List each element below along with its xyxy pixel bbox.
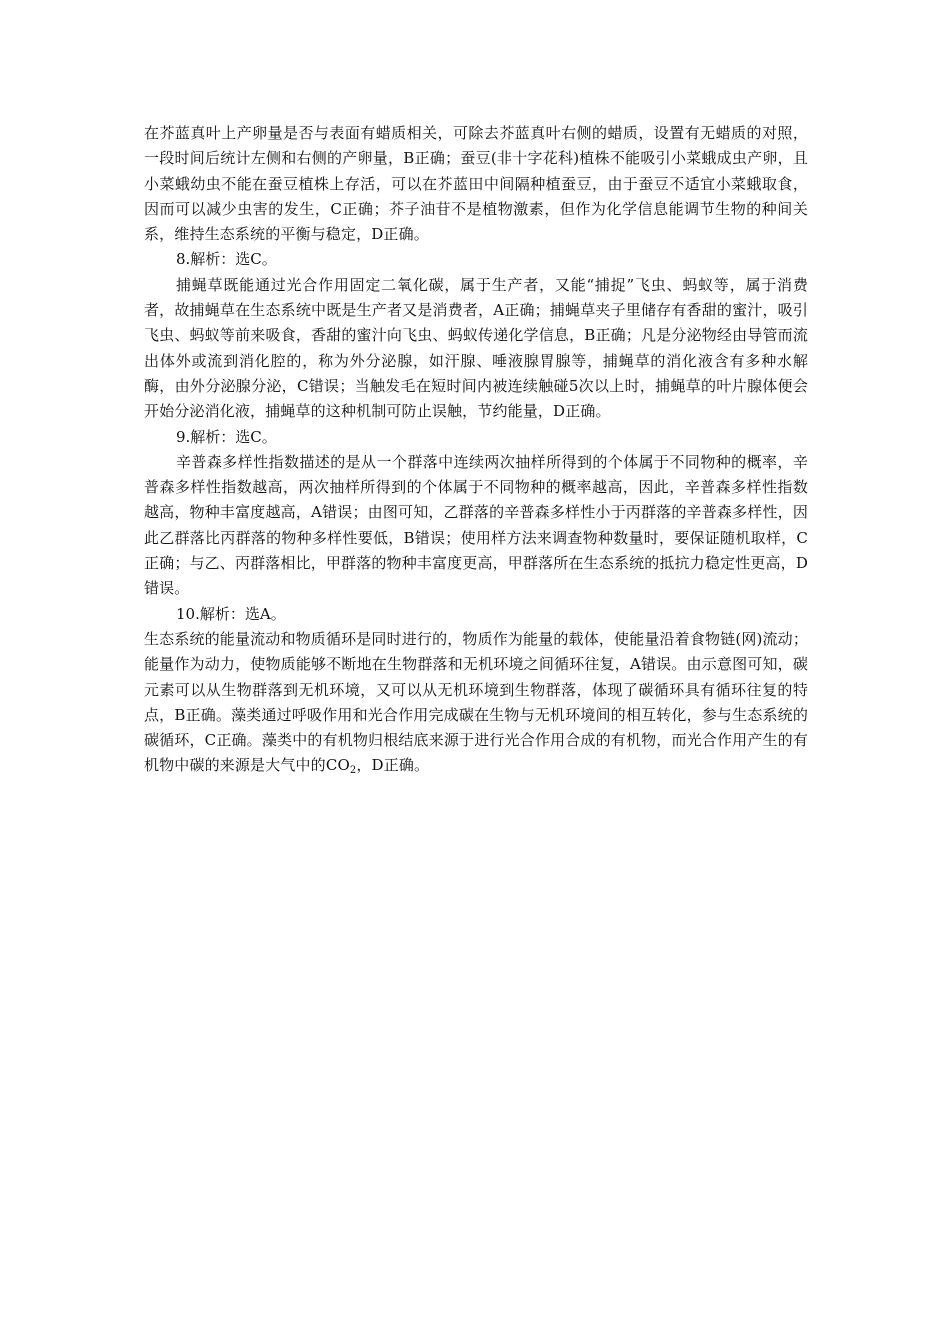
document-page bbox=[144, 121, 808, 779]
q10-explanation-end: ，D正确。 bbox=[356, 756, 430, 775]
q8-heading: 8.解析：选C。 bbox=[176, 250, 277, 269]
co2-formula-main: CO bbox=[325, 756, 350, 775]
q10-heading: 10.解析：选A。 bbox=[176, 604, 286, 623]
q10-explanation bbox=[144, 627, 808, 779]
q8-explanation: 捕蝇草既能通过光合作用固定二氧化碳，属于生产者，又能“捕捉”飞虫、蚂蚁等，属于消费者，故捕蝇草在生态系统中既是生产者又是消费者，A正确；捕蝇草夹子里储存有香甜的蜜汁，吸引飞虫、蚂蚁等前来吸食，香甜的蜜汁向飞虫、蚂蚁传递化学信息，B正确；凡是分泌物经由导管而流出体外或流到消化腔的，称为外分泌腺，如汗腺、唾液腺胃腺等，捕蝇草的消化液含有多种水解酶，由外分泌腺分泌，C错误；当触发毛在短时间内被连续触碰5次以上时，捕蝇草的叶片腺体便会开始分泌消化液，捕蝇草的这种机制可防止误触，节约能量，D正确。 bbox=[144, 275, 808, 421]
q7-explanation-tail: 在芥蓝真叶上产卵量是否与表面有蜡质相关，可除去芥蓝真叶右侧的蜡质，设置有无蜡质的对照，一段时间后统计左侧和右侧的产卵量，B正确；蚕豆(非十字花科)植株不能吸引小菜蛾成虫产卵，且小菜蛾幼虫不能在蚕豆植株上存活，可以在芥蓝田中间隔种植蚕豆，由于蚕豆不适宜小菜蛾取食，因而可以减少虫害的发生，C正确；芥子油苷不是植物激素，但作为化学信息能调节生物的种间关系，维持生态系统的平衡与稳定，D正确。 bbox=[144, 124, 808, 244]
q9-explanation: 辛普森多样性指数描述的是从一个群落中连续两次抽样所得到的个体属于不同物种的概率，辛普森多样性指数越高，两次抽样所得到的个体属于不同物种的概率越高，因此，辛普森多样性指数越高，物种丰富度越高，A错误；由图可知，乙群落的辛普森多样性小于丙群落的辛普森多样性，因此乙群落比丙群落的物种多样性要低，B错误；使用样方法来调查物种数量时，要保证随机取样，C正确；与乙、丙群落相比，甲群落的物种丰富度更高，甲群落所在生态系统的抵抗力稳定性更高，D错误。 bbox=[144, 452, 808, 598]
q10-explanation-text: 生态系统的能量流动和物质循环是同时进行的，物质作为能量的载体，使能量沿着食物链(网)流动；能量作为动力，使物质能够不断地在生物群落和无机环境之间循环往复，A错误。由示意图可知，碳元素可以从生物群落到无机环境，又可以从无机环境到生物群落，体现了碳循环具有循环往复的特点，B正确。藻类通过呼吸作用和光合作用完成碳在生物与无机环境间的相互转化，参与生态系统的碳循环，C正确。藻类中的有机物归根结底来源于进行光合作用合成的有机物，而光合作用产生的有机物中碳的来源是大气中的 bbox=[144, 629, 808, 775]
co2-formula bbox=[325, 756, 357, 777]
q9-heading: 9.解析：选C。 bbox=[176, 427, 277, 446]
co2-formula-subscript: 2 bbox=[349, 765, 357, 777]
